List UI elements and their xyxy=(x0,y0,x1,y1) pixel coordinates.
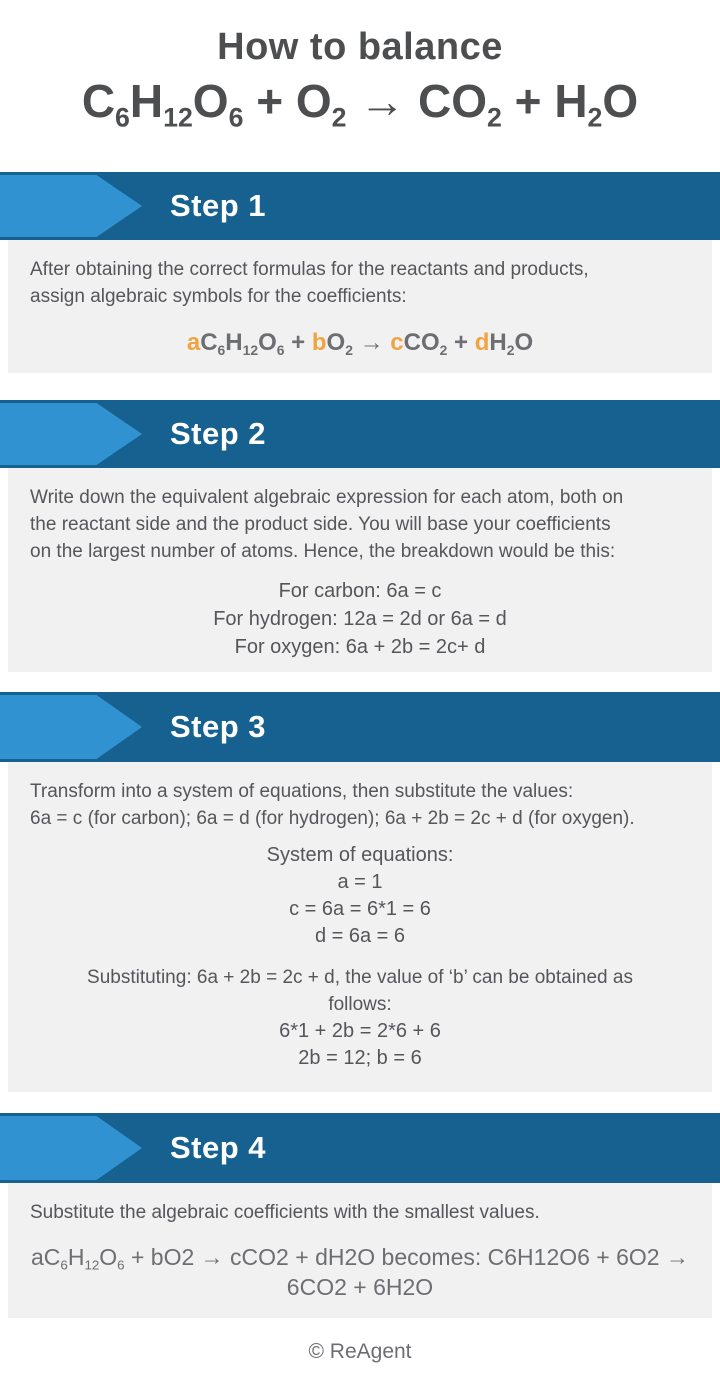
step-3-section xyxy=(0,692,720,1092)
step-4-banner xyxy=(0,1113,720,1183)
title-equation: $C_6H_{12}O_6 + O_2 \to CO_2 + H_2O$ xyxy=(81,75,639,133)
step-1-text-line: After obtaining the correct formulas for the reactants and products, xyxy=(30,259,589,280)
step-1-equation: $aC_6H_{12}O_6 + bO_2 \to cCO_2 + dH_2O$ xyxy=(186,329,534,358)
step-2-equations xyxy=(30,577,690,661)
step-3-text-line: Transform into a system of equations, then substitute the values: xyxy=(30,781,574,802)
step-2-text-line: Write down the equivalent algebraic expression for each atom, both on xyxy=(30,487,624,508)
system-equation: d = 6a = 6 xyxy=(314,925,406,947)
arrow-right-icon xyxy=(0,403,142,465)
title-block xyxy=(0,0,720,172)
step-4-body xyxy=(8,1183,712,1318)
page-title: How to balance xyxy=(217,26,503,68)
step-3-text-line: 6a = c (for carbon); 6a = d (for hydrogen); 6a + 2b = 2c + d (for oxygen). xyxy=(30,808,635,829)
result-equations xyxy=(30,1018,690,1072)
hydrogen-equation: For hydrogen: 12a = 2d or 6a = d xyxy=(213,608,507,630)
step-4-section xyxy=(0,1113,720,1318)
oxygen-equation: For oxygen: 6a + 2b = 2c+ d xyxy=(234,636,486,658)
step-1-body xyxy=(8,240,712,373)
step-1-label: Step 1 xyxy=(170,188,267,223)
substituting-paragraph xyxy=(30,964,690,1018)
step-2-text-line: the reactant side and the product side. You will base your coefficients xyxy=(30,514,611,535)
system-equation: a = 1 xyxy=(337,871,383,893)
step-2-body xyxy=(8,468,712,672)
step-1-text-line: assign algebraic symbols for the coefficients: xyxy=(30,286,407,307)
result-equation: 2b = 12; b = 6 xyxy=(298,1047,422,1069)
footer xyxy=(0,1340,720,1364)
step-3-label: Step 3 xyxy=(170,709,267,744)
final-equation-line: 6CO2 + 6H2O xyxy=(286,1274,434,1300)
arrow-right-icon xyxy=(0,695,142,759)
final-equation xyxy=(30,1242,690,1302)
step-3-body xyxy=(8,762,712,1092)
result-equation: 6*1 + 2b = 2*6 + 6 xyxy=(279,1020,441,1042)
copyright-text: © ReAgent xyxy=(308,1340,412,1363)
step-4-label: Step 4 xyxy=(170,1130,267,1165)
step-1-banner xyxy=(0,172,720,240)
system-title: System of equations: xyxy=(266,844,454,866)
step-1-section xyxy=(0,172,720,373)
step-2-banner xyxy=(0,400,720,468)
substituting-text-line: follows: xyxy=(328,994,392,1015)
substituting-text-line: Substituting: 6a + 2b = 2c + d, the value of ‘b’ can be obtained as xyxy=(87,967,633,988)
step-2-section xyxy=(0,400,720,672)
step-3-banner xyxy=(0,692,720,762)
carbon-equation: For carbon: 6a = c xyxy=(278,580,442,602)
step-2-label: Step 2 xyxy=(170,416,267,451)
step-2-text-line: on the largest number of atoms. Hence, the breakdown would be this: xyxy=(30,541,616,562)
arrow-right-icon xyxy=(0,1116,142,1180)
system-of-equations xyxy=(30,842,690,950)
system-equation: c = 6a = 6*1 = 6 xyxy=(289,898,431,920)
arrow-right-icon xyxy=(0,175,142,237)
final-equation-line: $aC_6H_{12}O_6 + bO2 \to cCO2 + dH2O$ becomes: C6H12O6 + 6O2 → xyxy=(31,1244,689,1273)
step-4-text-line: Substitute the algebraic coefficients with the smallest values. xyxy=(30,1202,540,1223)
